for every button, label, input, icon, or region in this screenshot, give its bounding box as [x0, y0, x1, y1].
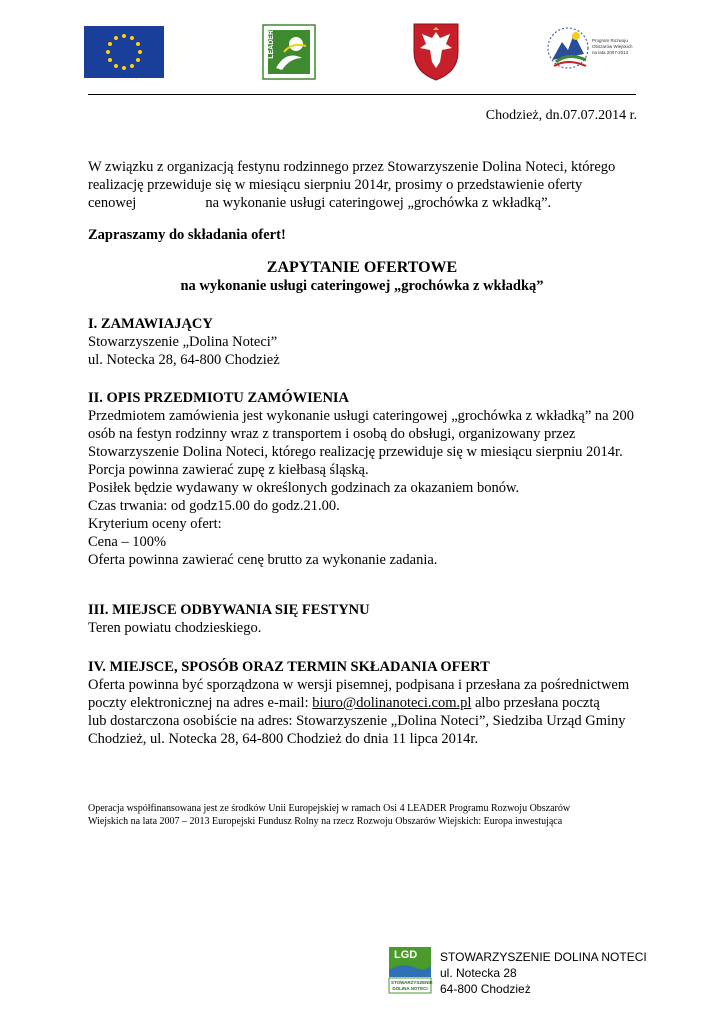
intro-paragraph [88, 158, 636, 212]
section-2-line: Przedmiotem zamówienia jest wykonanie usługi cateringowej „grochówka z wkładką” na 200 [88, 408, 634, 424]
lgd-logo [388, 946, 432, 994]
section-2-heading: II. OPIS PRZEDMIOTU ZAMÓWIENIA [88, 390, 350, 406]
stamp-name: STOWARZYSZENIE DOLINA NOTECI [440, 950, 647, 964]
section-2-line: Porcja powinna zawierać zupę z kiełbasą śląską. [88, 462, 369, 478]
invitation-text: Zapraszamy do składania ofert! [88, 227, 286, 243]
section-2-line: Czas trwania: od godz15.00 do godz.21.00. [88, 498, 340, 514]
section-4-line: Chodzież, ul. Notecka 28, 64-800 Chodzież do dnia 11 lipca 2014r. [88, 731, 479, 747]
document-date: Chodzież, dn.07.07.2014 r. [485, 108, 637, 123]
intro-line-3 [88, 194, 636, 212]
intro-line-1: W związku z organizacją festynu rodzinnego przez Stowarzyszenie Dolina Noteci, którego [88, 159, 616, 175]
section-2-line: Oferta powinna zawierać cenę brutto za wykonanie zadania. [88, 552, 438, 568]
section-4-line-2b: albo przesłana pocztą [471, 695, 600, 711]
section-ordering-party [88, 315, 636, 369]
section-3-heading: III. MIEJSCE ODBYWANIA SIĘ FESTYNU [88, 602, 370, 618]
header-rule [88, 94, 636, 95]
stamp-address [440, 949, 647, 997]
intro-line-3a: cenowej [88, 195, 137, 211]
coat-of-arms-logo [412, 22, 460, 82]
section-4-line-email [88, 694, 636, 712]
section-2-line: osób na festyn rodzinny wraz z transportem i osobą do obsługi, organizowany przez [88, 426, 576, 442]
section-4-heading: IV. MIEJSCE, SPOSÓB ORAZ TERMIN SKŁADANIA OFERT [88, 659, 490, 675]
document-subtitle: na wykonanie usługi cateringowej „grochówka z wkładką” [180, 278, 544, 294]
intro-line-2: realizację przewiduje się w miesiącu sierpniu 2014r, prosimy o przedstawienie oferty [88, 177, 583, 193]
section-3-text: Teren powiatu chodzieskiego. [88, 620, 262, 636]
lgd-label: LGD [394, 949, 418, 961]
leader-label: LEADER [268, 30, 275, 59]
lgd-sub-label: STOWARZYSZENIE DOLINA NOTECI [391, 980, 433, 991]
section-1-line: Stowarzyszenie „Dolina Noteci” [88, 334, 278, 350]
section-2-line: Stowarzyszenie Dolina Noteci, którego realizację przewiduje się w miesiącu sierpniu 2014r. [88, 444, 623, 460]
cofinancing-line-2: Wiejskich na lata 2007 – 2013 Europejski Fundusz Rolny na rzecz Rozwoju Obszarów Wiejskich: Europa inwestująca [88, 816, 563, 827]
email-link[interactable]: biuro@dolinanoteci.com.pl [312, 695, 472, 711]
eu-flag-logo [84, 26, 164, 78]
section-1-line: ul. Notecka 28, 64-800 Chodzież [88, 352, 280, 368]
section-festival-location [88, 601, 636, 637]
section-4-line: Oferta powinna być sporządzona w wersji pisemnej, podpisana i przesłana za pośrednictwem [88, 677, 630, 693]
prow-label: Program Rozwoju Obszarów Wiejskich na lata 2007-2013 [592, 38, 633, 55]
section-offer-submission [88, 658, 636, 748]
section-2-line: Cena – 100% [88, 534, 167, 550]
section-2-line: Kryterium oceny ofert: [88, 516, 222, 532]
section-1-heading: I. ZAMAWIAJĄCY [88, 316, 213, 332]
intro-line-3b: na wykonanie usługi cateringowej „grochówka z wkładką”. [205, 195, 552, 211]
leader-logo [262, 24, 316, 80]
stamp-city: 64-800 Chodzież [440, 982, 531, 996]
section-2-line: Posiłek będzie wydawany w określonych godzinach za okazaniem bonów. [88, 480, 520, 496]
section-4-line-2a: poczty elektronicznej na adres e-mail: [88, 695, 313, 711]
prow-logo [546, 24, 636, 82]
section-4-line: lub dostarczona osobiście na adres: Stowarzyszenie „Dolina Noteci”, Siedziba Urząd Gminy [88, 713, 626, 729]
logo-header [0, 0, 725, 90]
cofinancing-line-1: Operacja współfinansowana jest ze środków Unii Europejskiej w ramach Osi 4 LEADER Programu Rozwoju Obszarów [88, 803, 571, 814]
stamp-street: ul. Notecka 28 [440, 966, 517, 980]
document-title: ZAPYTANIE OFERTOWE [266, 259, 458, 276]
cofinancing-note [88, 802, 648, 828]
section-order-description [88, 389, 636, 569]
